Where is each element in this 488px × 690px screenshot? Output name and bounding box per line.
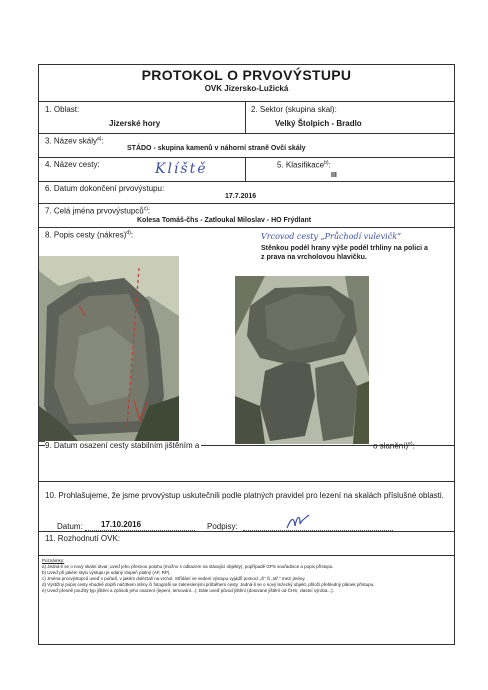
row-osazeni xyxy=(39,441,454,481)
jmena-value: Kolesa Tomáš-čhs - Zatloukal Miloslav - HO Frýdlant xyxy=(137,217,312,224)
sektor-value: Velký Štolpich - Bradlo xyxy=(275,119,362,128)
popis-handwriting: Vrcovod cesty „Průchodí vulevičk“ xyxy=(261,232,402,241)
klasifikace-label: 5. Klasifikace$^{b)}$: xyxy=(277,160,331,170)
row-popis xyxy=(39,227,454,445)
divider xyxy=(245,102,246,134)
route-photo-right xyxy=(235,276,369,444)
notes-heading: Poznámky: xyxy=(42,558,65,563)
skala-label: 3. Název skály$^{a)}$: xyxy=(45,136,104,146)
klasifikace-value: III xyxy=(331,172,337,179)
note-b: b) Uveď při jakém stylu výstupu je udaný stupeň platný (AF, RP). xyxy=(42,570,171,575)
note-a: a) Jedná-li se o nový skalní útvar, uveď jeho přesnou polohu (možno s odkazem na stávající objekty), popřípadě GPS souřadnice a popis přístupu. xyxy=(42,564,334,569)
popis-label: 8. Popis cesty (nákres)$^{d)}$: xyxy=(45,230,134,240)
sektor-label: 2. Sektor (skupina skal): xyxy=(251,105,337,114)
protocol-form xyxy=(38,64,455,645)
osazeni-label: 9. Datum osazení cesty stabilním jištěním a xyxy=(45,441,200,450)
skala-sup: a) xyxy=(97,136,102,142)
osazeni-tail: o slanění)$^{e)}$: xyxy=(373,441,415,451)
podpisy-label: Podpisy: xyxy=(207,522,238,531)
oblast-label: 1. Oblast: xyxy=(45,105,80,114)
row-rozhodnuti xyxy=(39,531,454,555)
datum-dokonceni-value: 17.7.2016 xyxy=(225,193,257,200)
prohlaseni-text: 10. Prohlašujeme, že jsme prvovýstup uskutečnili podle platných pravidel pro lezení na skalách příslušné oblasti. xyxy=(45,491,444,500)
cesta-value: Klíště xyxy=(155,161,208,177)
note-d: d) Výstižný popis cesty vhodně doplň náčrtkem stěny či fotografií se zakreslenými průběhem cesty. Jedná-li se o nový lezecký objekt, přiloži přehledný plánek přístupu. xyxy=(42,582,375,587)
row-skala xyxy=(39,133,454,157)
datum-label: Datum: xyxy=(57,522,83,531)
row-datum-dokonceni xyxy=(39,181,454,203)
datum-dokonceni-label: 6. Datum dokončení prvovýstupu: xyxy=(45,184,165,193)
row-jmena xyxy=(39,203,454,227)
note-e: e) Uveď přesně použitý typ jištění a způsob jeho osazení (lepení, temování...). Dále uveď původ jištění (dotované jištění od ČHS, vlastní výroba...). xyxy=(42,588,334,593)
notes-block xyxy=(39,558,454,594)
route-photo-left xyxy=(39,256,179,442)
jmena-label: 7. Celá jména prvovýstupců$^{c)}$: xyxy=(45,206,151,216)
cesta-label: 4. Název cesty: xyxy=(45,160,100,169)
page-subtitle: OVK Jizersko-Lužická xyxy=(204,84,289,93)
page-title: PROTOKOL O PRVOVÝSTUPU xyxy=(141,67,352,83)
note-c: c) Jména prvovýstupců uveď v pořadí, v jakém doléztali na vrchol. Střídání ve vedení výstupu vyjádři pomocí „Š“ či „stř.“ mezi jmény. xyxy=(42,576,306,581)
row-prohlaseni xyxy=(39,481,454,531)
divider xyxy=(245,158,246,182)
popis-text: Stěnkou podél hrany výše podél trhliny na polici a z prava na vrcholovou hlavičku. xyxy=(261,245,428,261)
row-cesta-klasifikace xyxy=(39,157,454,181)
rozhodnuti-label: 11. Rozhodnutí OVK: xyxy=(45,534,121,543)
signature-icon xyxy=(285,512,313,532)
skala-value: STÁDO - skupina kamenů v náhorní straně Ovčí skály xyxy=(127,145,306,152)
notes-section xyxy=(39,555,454,646)
oblast-value: Jizerské hory xyxy=(109,119,161,128)
datum-value: 17.10.2016 xyxy=(101,520,142,529)
row-oblast-sektor xyxy=(39,101,454,133)
